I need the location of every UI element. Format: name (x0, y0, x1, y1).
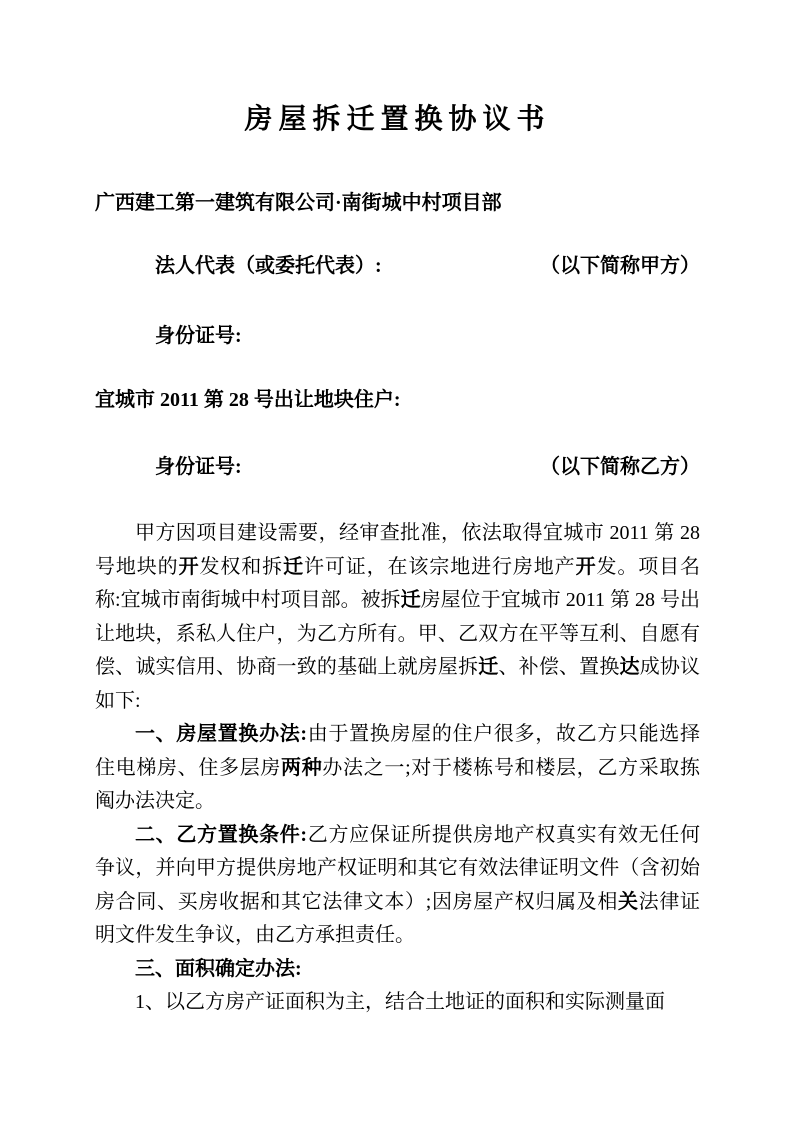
paragraph-section-2-party-b-conditions: 二、乙方置换条件:乙方应保证所提供房地产权真实有效无任何争议，并向甲方提供房地产权证明和其它有效法律证明文件（含初始房合同、买房收据和其它法律文本）;因房屋产权归属及相关法律证明文件发生争议，由乙方承担责任。 (95, 823, 700, 946)
legal-rep-label: 法人代表（或委托代表）: (155, 255, 382, 277)
id-number-label-party-a: 身份证号: (155, 325, 242, 347)
id-number-line-party-b (95, 450, 700, 484)
party-a-alias: （以下简称甲方） (540, 255, 700, 277)
party-b-household-line: 宜城市 2011 第 28 号出让地块住户: (95, 389, 401, 411)
document-body (95, 517, 700, 1020)
paragraph-preamble: 甲方因项目建设需要，经审查批准，依法取得宜城市 2011 第 28 号地块的开发权和拆迁许可证，在该宗地进行房地产开发。项目名称:宜城市南街城中村项目部。被拆迁房屋位于宜城市 2011 第 28 号出让地块，系私人住户，为乙方所有。甲、乙双方在平等互利、自愿有偿、诚实信用、协商一致的基础上就房屋拆迁、补偿、置换达成协议如下: (95, 522, 701, 712)
document-title: 房屋拆迁置换协议书 (244, 104, 551, 135)
legal-rep-line (95, 249, 700, 283)
id-number-label-party-b: 身份证号: (155, 456, 242, 478)
paragraph-section-3-heading-area-determination: 三、面积确定办法: (135, 957, 302, 980)
party-a-company-line: 广西建工第一建筑有限公司·南街城中村项目部 (95, 192, 502, 214)
paragraph-section-1-replacement-method: 一、房屋置换办法:由于置换房屋的住户很多，故乙方只能选择住电梯房、住多层房两种办法之一;对于楼栋号和楼层，乙方采取拣阄办法决定。 (95, 723, 701, 812)
paragraph-section-3-item-1: 1、以乙方房产证面积为主，结合土地证的面积和实际测量面 (135, 991, 665, 1013)
party-b-alias: （以下简称乙方） (540, 456, 700, 478)
